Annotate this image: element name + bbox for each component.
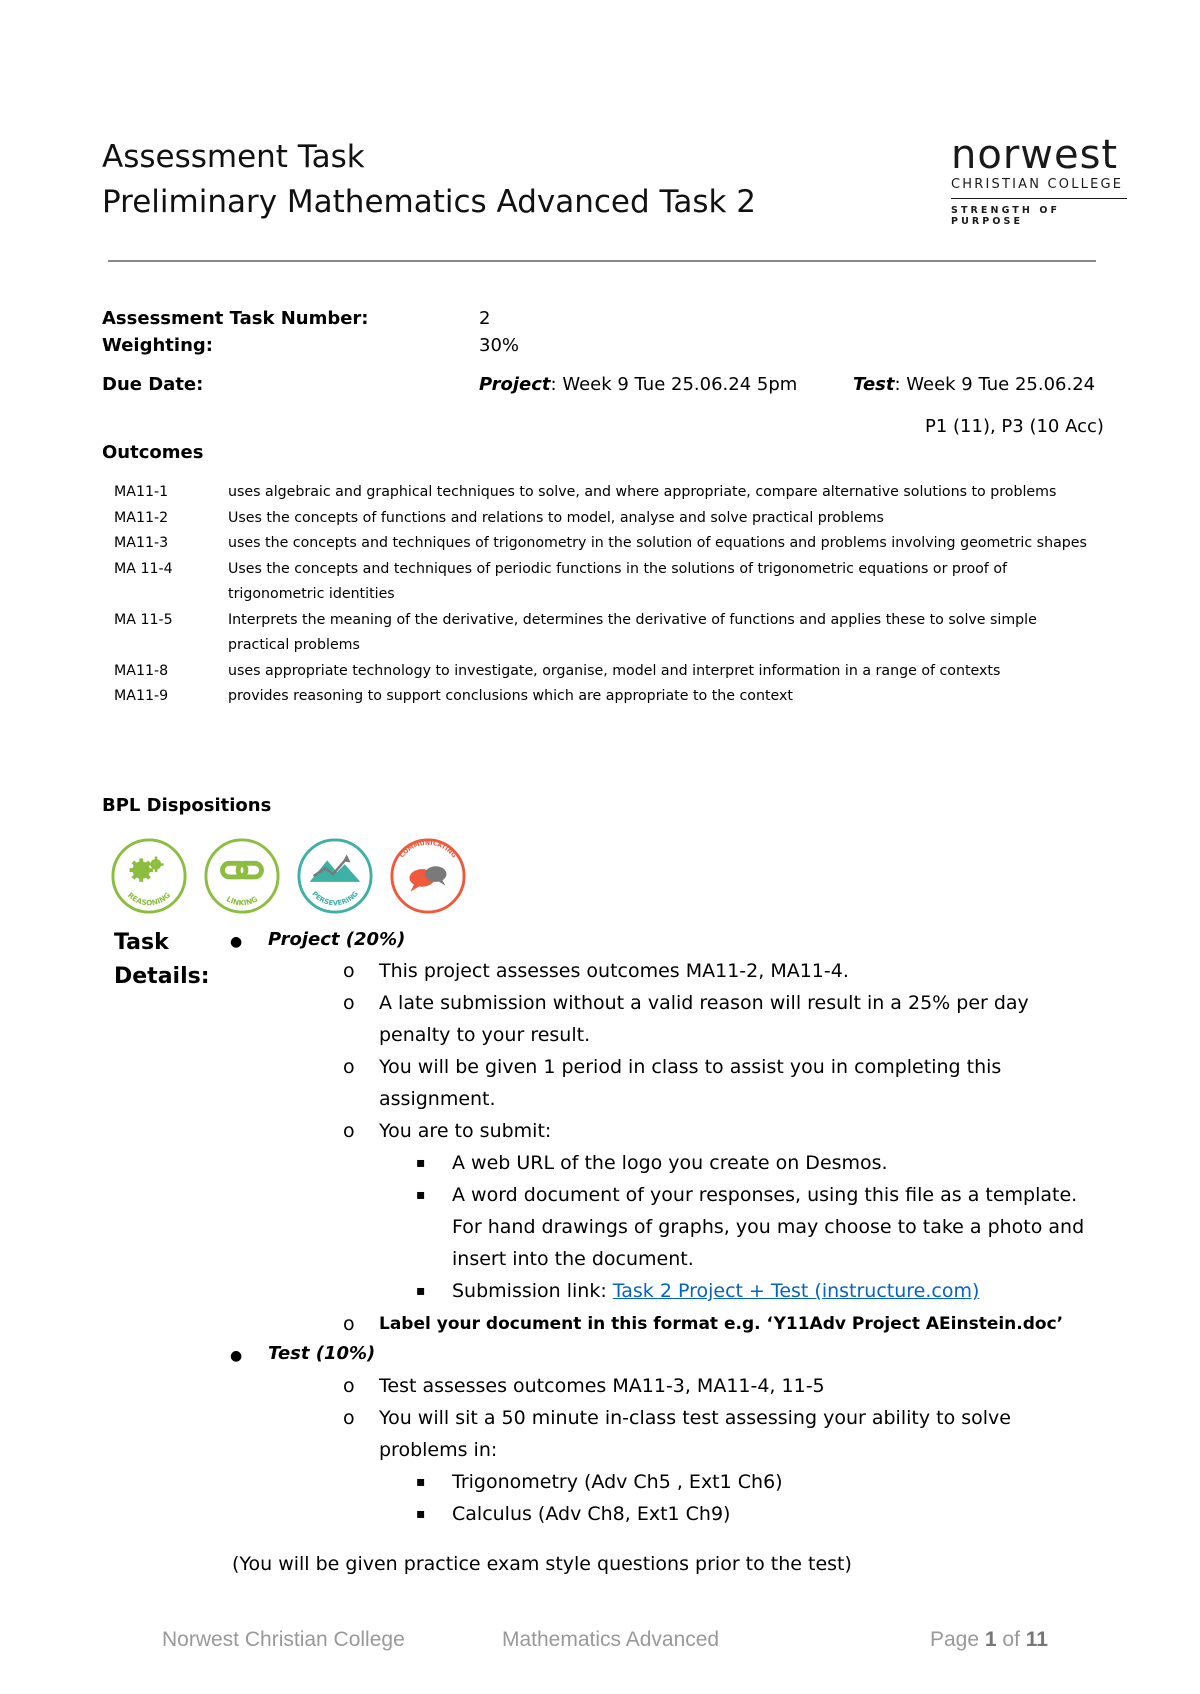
document-subtitle: Preliminary Mathematics Advanced Task 2: [102, 184, 756, 220]
bpl-heading: BPL Dispositions: [102, 795, 272, 816]
badge-label: COMMUNICATING: [398, 839, 458, 860]
task-number-label: Assessment Task Number:: [102, 308, 369, 329]
circle-bullet: o: [343, 1375, 355, 1397]
disc-bullet: ●: [230, 1348, 243, 1364]
test-heading: Test (10%): [268, 1343, 376, 1364]
test-point: You will sit a 50 minute in-class test assessing your ability to solve: [379, 1407, 1011, 1429]
task-number-value: 2: [479, 308, 491, 329]
label-format-instruction: Label your document in this format e.g. ‘Y11Adv Project AEinstein.doc’: [379, 1314, 1064, 1334]
outcome-text: uses appropriate technology to investigate, organise, model and interpret information in a range of contexts: [228, 662, 1001, 679]
project-point: assignment.: [379, 1088, 496, 1110]
project-point: You are to submit:: [379, 1120, 552, 1142]
outcome-code: MA11-1: [114, 484, 169, 500]
weighting-value: 30%: [479, 335, 520, 356]
submit-item: For hand drawings of graphs, you may choose to take a photo and: [452, 1216, 1085, 1238]
square-bullet: ▪: [416, 1187, 426, 1203]
project-heading: Project (20%): [268, 929, 406, 950]
outcome-code: MA 11-5: [114, 611, 173, 628]
due-date-label: Due Date:: [102, 374, 204, 395]
outcome-code: MA11-2: [114, 509, 169, 526]
footer-page-number: [930, 1628, 1048, 1652]
submission-link[interactable]: Task 2 Project + Test (instructure.com): [612, 1280, 980, 1302]
outcome-text: Interprets the meaning of the derivative, determines the derivative of functions and applies these to solve simple practical problems: [228, 611, 1037, 653]
logo-tagline: STRENGTH OF PURPOSE: [951, 205, 1061, 227]
logo-wordmark: norwest: [951, 132, 1119, 178]
circle-bullet: o: [343, 960, 355, 982]
test-periods: P1 (11), P3 (10 Acc): [925, 416, 1104, 437]
submit-item: A word document of your responses, using this file as a template.: [452, 1184, 1078, 1206]
square-bullet: ▪: [416, 1474, 426, 1490]
task-heading-line1: Task: [114, 930, 169, 955]
test-note: (You will be given practice exam style questions prior to the test): [232, 1553, 852, 1575]
circle-bullet: o: [343, 1313, 355, 1335]
page-current: 1: [984, 1628, 997, 1651]
circle-bullet: o: [343, 1120, 355, 1142]
square-bullet: ▪: [416, 1155, 426, 1171]
project-due-label: Project: [479, 374, 551, 395]
outcome-code: MA11-8: [114, 662, 169, 679]
badge-label: LINKING: [224, 894, 260, 908]
project-point: A late submission without a valid reason will result in a 25% per day: [379, 992, 1029, 1014]
badge-label: PERSEVERING: [310, 889, 360, 908]
submit-item: insert into the document.: [452, 1248, 694, 1270]
outcome-code: MA 11-4: [114, 560, 173, 577]
test-due-label: Test: [853, 374, 895, 395]
outcome-text: Uses the concepts and techniques of periodic functions in the solutions of trigonometric equations or proof of trigonometric identities: [228, 560, 1007, 602]
page-of: of: [996, 1628, 1026, 1651]
submit-item: A web URL of the logo you create on Desmos.: [452, 1152, 888, 1174]
logo-subtitle: CHRISTIAN COLLEGE: [951, 177, 1124, 192]
submission-prefix: Submission link:: [452, 1280, 613, 1302]
footer-subject: Mathematics Advanced: [502, 1628, 720, 1651]
circle-bullet: o: [343, 1056, 355, 1078]
document-title: Assessment Task: [102, 139, 365, 175]
circle-bullet: o: [343, 992, 355, 1014]
test-due-value: : Week 9 Tue 25.06.24: [894, 374, 1096, 395]
outcome-text: provides reasoning to support conclusions which are appropriate to the context: [228, 688, 793, 704]
outcomes-heading: Outcomes: [102, 442, 204, 463]
weighting-label: Weighting:: [102, 335, 213, 356]
project-point: This project assesses outcomes MA11-2, MA11-4.: [379, 960, 849, 982]
project-point: You will be given 1 period in class to assist you in completing this: [379, 1056, 1002, 1078]
outcome-text: uses the concepts and techniques of trigonometry in the solution of equations and problems involving geometric shapes: [228, 535, 1087, 551]
test-item: Trigonometry (Adv Ch5 , Ext1 Ch6): [452, 1471, 783, 1493]
test-item: Calculus (Adv Ch8, Ext1 Ch9): [452, 1503, 731, 1525]
square-bullet: ▪: [416, 1506, 426, 1522]
page-prefix: Page: [930, 1628, 985, 1651]
outcome-code: MA11-9: [114, 688, 169, 704]
page-total: 11: [1025, 1628, 1048, 1651]
disc-bullet: ●: [230, 934, 243, 950]
circle-bullet: o: [343, 1407, 355, 1429]
square-bullet: ▪: [416, 1283, 426, 1299]
test-point: Test assesses outcomes MA11-3, MA11-4, 11-5: [379, 1375, 825, 1397]
outcome-text: Uses the concepts of functions and relations to model, analyse and solve practical problems: [228, 509, 884, 526]
project-point: penalty to your result.: [379, 1024, 591, 1046]
outcome-code: MA11-3: [114, 535, 169, 551]
test-point: problems in:: [379, 1439, 498, 1461]
outcome-text: uses algebraic and graphical techniques to solve, and where appropriate, compare alternative solutions to problems: [228, 484, 1057, 500]
project-due-value: : Week 9 Tue 25.06.24 5pm: [550, 374, 798, 395]
submission-line: [452, 1275, 979, 1307]
footer-school: Norwest Christian College: [162, 1628, 405, 1651]
badge-label: REASONING: [125, 890, 173, 908]
task-heading-line2: Details:: [114, 964, 210, 989]
